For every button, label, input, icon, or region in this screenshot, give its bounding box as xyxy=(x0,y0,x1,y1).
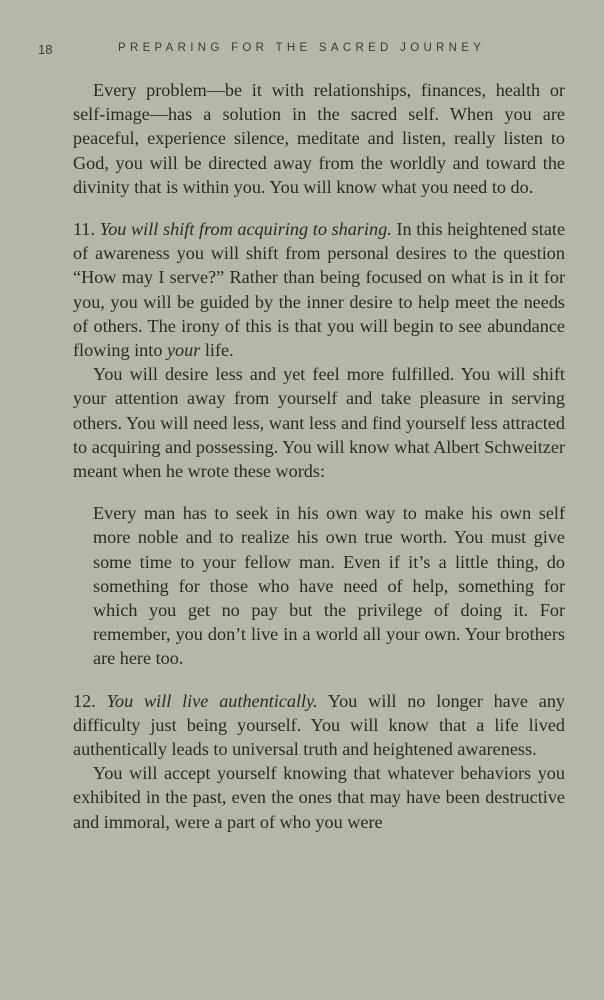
item-11-text-end: life. xyxy=(204,340,234,361)
quote-text: Every man has to seek in his own way to make his own self more noble and to realize his own true worth. You must give some time to your fellow man. Even if it’s a little thing, do something for those who have need of help, something for which you get no pay but the privilege of doing it. For remember, you don’t live in a world all your own. Your brothers are here too. xyxy=(93,503,565,669)
paragraph-1: Every problem—be it with relationships, finances, health or self-image—has a solution in the sacred self. When you are peaceful, experience silence, meditate and listen, really listen to God, you will be directed away from the worldly and toward the divinity that is within you. You will know what you need to do. xyxy=(73,80,565,197)
paragraph-item-12 xyxy=(73,689,565,762)
item-12-number: 12. xyxy=(73,690,96,711)
item-12-heading: You will live authentically. xyxy=(106,690,318,711)
page-number: 18 xyxy=(38,42,53,57)
paragraph-3: You will desire less and yet feel more fulfilled. You will shift your attention away from yourself and take pleasure in serving others. You will need less, want less and find yourself less attracted to acquiring and possessing. You will know what Albert Schweitzer meant when he wrote these words: xyxy=(73,364,565,482)
body-text xyxy=(73,78,565,834)
item-12-text: You will no longer have any difficulty just being yourself. You will know that a life lived authentically leads to universal truth and heightened awareness. xyxy=(73,690,566,760)
block-quote xyxy=(93,501,565,670)
paragraph-5: You will accept yourself knowing that whatever behaviors you exhibited in the past, even the ones that may have been destructive and immoral, were a part of who you were xyxy=(73,763,565,832)
paragraph-item-11 xyxy=(73,217,565,362)
item-11-number: 11. xyxy=(73,219,96,240)
running-title: PREPARING FOR THE SACRED JOURNEY xyxy=(118,42,486,54)
item-11-text: In this heightened state of awareness you will shift from personal desires to the question “How may I serve?” Rather than being focused on what is in it for you, you will be guided by the inner desire to help meet the needs of others. The irony of this is that you will begin to see abundance flowing into xyxy=(73,219,566,361)
item-11-emphasis: your xyxy=(166,340,201,361)
item-11-heading: You will shift from acquiring to sharing. xyxy=(99,219,392,240)
